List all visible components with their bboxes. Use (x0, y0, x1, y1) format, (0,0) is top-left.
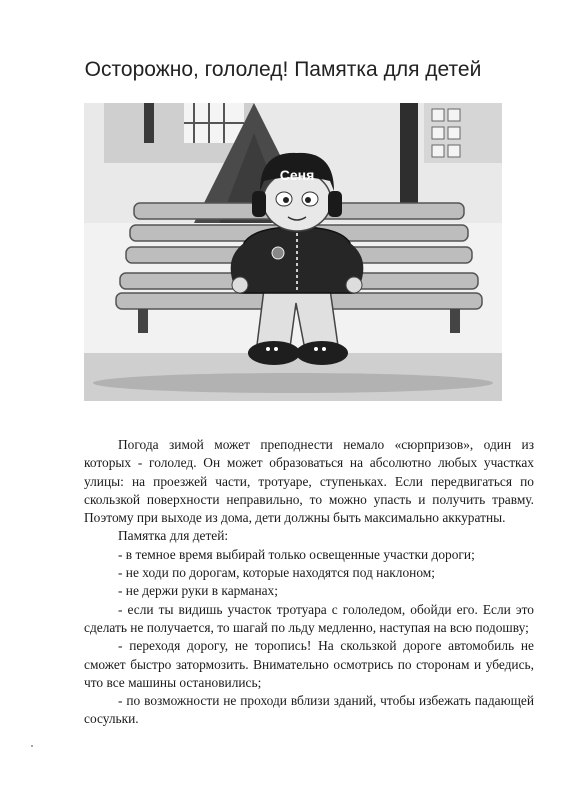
scan-artifact-dot (31, 745, 33, 747)
list-item: - не держи руки в карманах; (118, 583, 278, 599)
intro-paragraph: Погода зимой может преподнести немало «сюрпризов», один из которых - гололед. Он может образоваться на абсолютно любых участках улицы: на проезжей части, тротуаре, ступеньках. Если передвигаться по скользкой поверхности неправильно, то можно упасть и получить травму. Поэтому при выходе из дома, дети должны быть максимально аккуратны. (84, 437, 534, 526)
page-title: Осторожно, гололед! Памятка для детей (84, 58, 482, 81)
list-item: - если ты видишь участок тротуара с гололедом, обойди его. Если это сделать не получается, то шагай по льду медленно, наступая на всю подошву; (84, 601, 534, 635)
list-item: - переходя дорогу, не торопись! На скользкой дороге автомобиль не сможет быстро затормозить. Внимательно осмотрись по сторонам и убедись, что все машины остановились; (84, 638, 534, 690)
list-item: - в темное время выбирай только освещенные участки дороги; (118, 546, 475, 562)
list-item: - не ходи по дорогам, которые находятся под наклоном; (118, 565, 435, 581)
memo-heading: Памятка для детей: (118, 528, 229, 544)
list-item: - по возможности не проходи вблизи зданий, чтобы избежать падающей сосульки. (84, 693, 534, 727)
boy-on-bench-illustration (84, 103, 502, 401)
hat-label: Сеня (279, 167, 315, 183)
memo-text (84, 436, 534, 729)
